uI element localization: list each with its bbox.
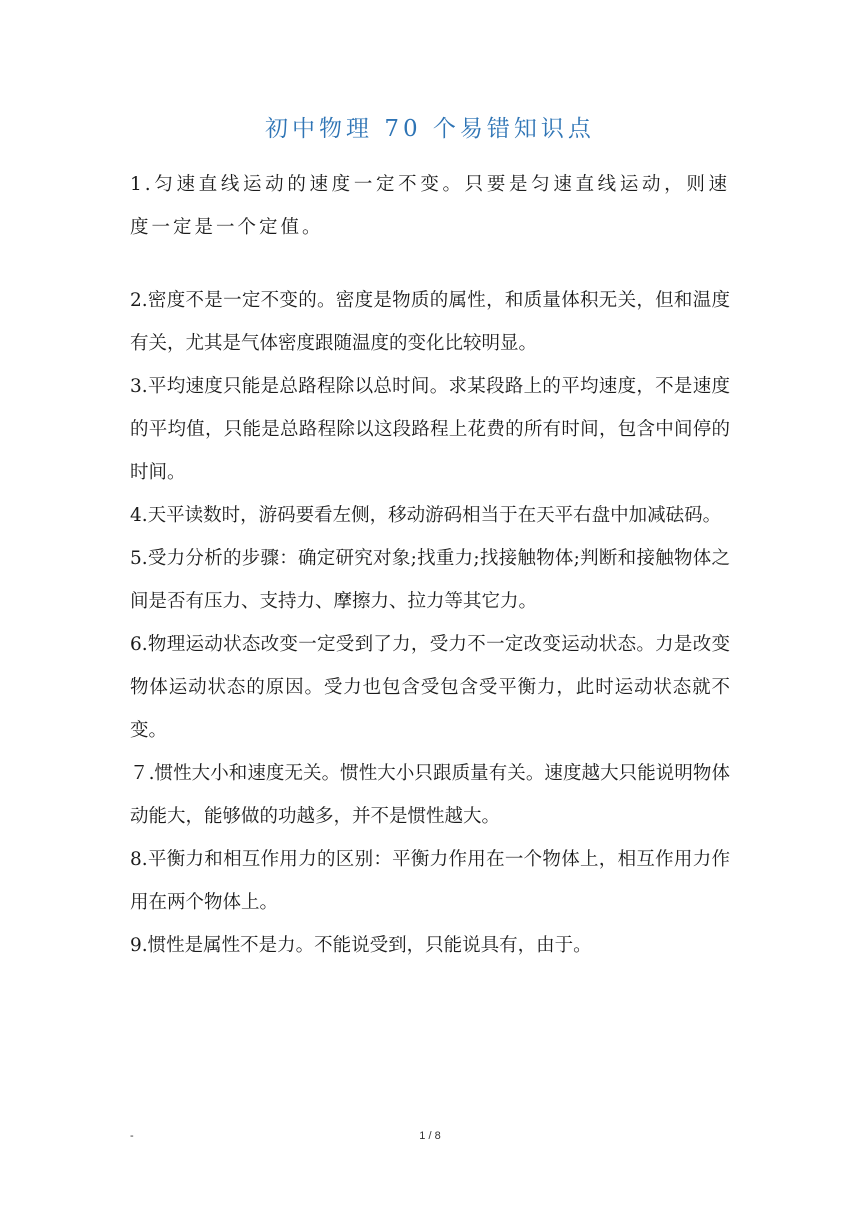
knowledge-point-3: 3.平均速度只能是总路程除以总时间。求某段路上的平均速度，不是速度的平均值，只能是总路程除以这段路程上花费的所有时间，包含中间停的时间。 [130, 376, 730, 483]
knowledge-point-4: 4.天平读数时，游码要看左侧，移动游码相当于在天平右盘中加减砝码。 [130, 505, 722, 526]
knowledge-point-5: 5.受力分析的步骤：确定研究对象;找重力;找接触物体;判断和接触物体之间是否有压力、支持力、摩擦力、拉力等其它力。 [130, 548, 730, 612]
knowledge-point-8: 8.平衡力和相互作用力的区别：平衡力作用在一个物体上，相互作用力作用在两个物体上。 [130, 849, 730, 913]
knowledge-point-6: 6.物理运动状态改变一定受到了力，受力不一定改变运动状态。力是改变物体运动状态的原因。受力也包含受包含受平衡力，此时运动状态就不变。 [130, 634, 730, 741]
knowledge-point-1: 1.匀速直线运动的速度一定不变。只要是匀速直线运动，则速度一定是一个定值。 [130, 174, 730, 238]
footer-left-mark: - [130, 1130, 134, 1142]
document-body [130, 163, 730, 967]
document-title: 初中物理 70 个易错知识点 [265, 116, 595, 142]
knowledge-point-7: ７.惯性大小和速度无关。惯性大小只跟质量有关。速度越大只能说明物体动能大，能够做的功越多，并不是惯性越大。 [130, 763, 730, 827]
page-number: 1 / 8 [419, 1130, 441, 1142]
knowledge-point-9: 9.惯性是属性不是力。不能说受到，只能说具有，由于。 [130, 935, 592, 956]
knowledge-point-2: 2.密度不是一定不变的。密度是物质的属性，和质量体积无关，但和温度有关，尤其是气体密度跟随温度的变化比较明显。 [130, 290, 730, 354]
